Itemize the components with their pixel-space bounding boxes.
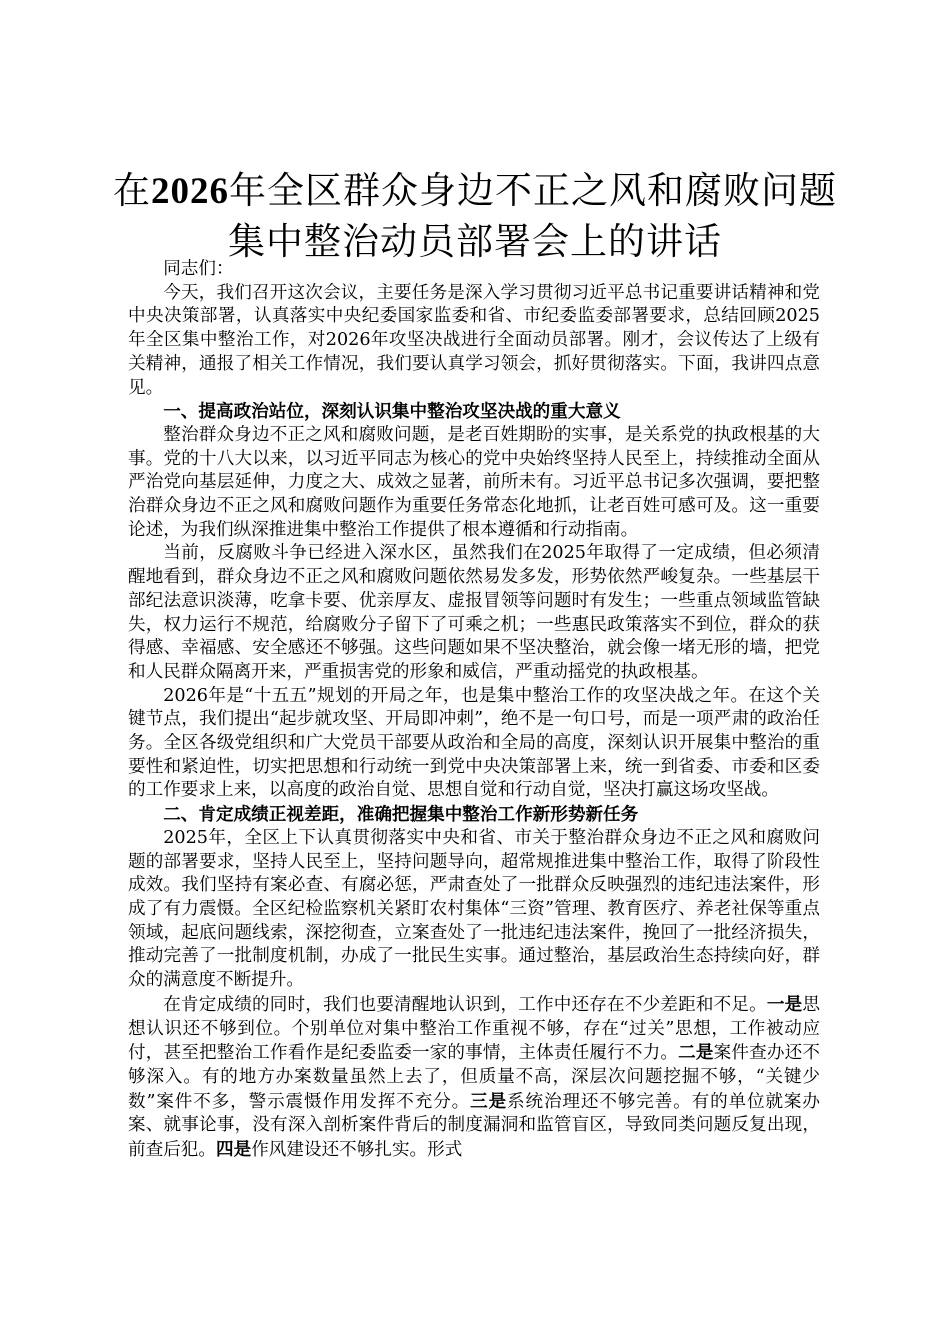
paragraph: 当前，反腐败斗争已经进入深水区，虽然我们在2025年取得了一定成绩，但必须清醒地看到，群众身边不正之风和腐败问题依然易发多发，形势依然严峻复杂。一些基层干部纪法意识淡薄，吃拿卡要、优亲厚友、虚报冒领等问题时有发生；一些重点领域监管缺失，权力运行不规范，给腐败分子留下了可乘之机；一些惠民政策落实不到位，群众的获得感、幸福感、安全感还不够强。这些问题如果不坚决整治，就会像一堵无形的墙，把党和人民群众隔离开来，严重损害党的形象和威信，严重动摇党的执政根基。: [128, 543, 820, 682]
point-text-4: 作风建设还不够扎实。形式: [251, 1140, 463, 1161]
point-marker-1: 一是: [766, 993, 803, 1015]
title-line-1: [110, 166, 840, 217]
paragraph: 整治群众身边不正之风和腐败问题，是老百姓期盼的实事，是关系党的执政根基的大事。党的十八大以来，以习近平同志为核心的党中央始终坚持人民至上，持续推动全面从严治党向基层延伸，力度之大、成效之显著，前所未有。习近平总书记多次强调，要把整治群众身边不正之风和腐败问题作为重要任务常态化地抓，让老百姓可感可及。这一重要论述，为我们纵深推进集中整治工作提供了根本遵循和行动指南。: [128, 424, 820, 540]
point-marker-3: 三是: [470, 1090, 508, 1112]
point-marker-4: 四是: [215, 1139, 252, 1161]
paragraph-intro-text: 在肯定成绩的同时，我们也要清醒地认识到，工作中还存在不少差距和不足。: [163, 994, 767, 1015]
section-heading-2: 二、肯定成绩正视差距，准确把握集中整治工作新形势新任务: [163, 804, 639, 826]
paragraph: 2026年是“十五五”规划的开局之年，也是集中整治工作的攻坚决战之年。在这个关键节点，我们提出“起步就攻坚、开局即冲刺”，绝不是一句口号，而是一项严肃的政治任务。全区各级党组织和广大党员干部要从政治和全局的高度，深刻认识开展集中整治的重要性和紧迫性，切实把思想和行动统一到党中央决策部署上来，统一到省委、市委和区委的工作要求上来，以高度的政治自觉、思想自觉和行动自觉，坚决打赢这场攻坚战。: [128, 685, 820, 801]
salutation: 同志们：: [163, 259, 234, 279]
paragraph-intro: 今天，我们召开这次会议，主要任务是深入学习贯彻习近平总书记重要讲话精神和党中央决策部署，认真落实中央纪委国家监委和省、市纪委监委部署要求，总结回顾2025年全区集中整治工作，对2026年攻坚决战进行全面动员部署。刚才，会议传达了上级有关精神，通报了相关工作情况，我们要认真学习领会，抓好贯彻落实。下面，我讲四点意见。: [128, 282, 820, 398]
point-text-1: 思想认识还不够到位。个别单位对集中整治工作重视不够，存在“过关”思想，工作被动应付，甚至把整治工作看作是纪委监委一家的事情，主体责任履行不力。: [128, 994, 820, 1064]
title-line-2: 集中整治动员部署会上的讲话: [228, 220, 722, 263]
document-body: [128, 258, 820, 1163]
point-text-2: 案件查办还不够深入。有的地方办案数量虽然上去了，但质量不高，深层次问题挖掘不够，“关键少数”案件不多，警示震慑作用发挥不充分。: [128, 1043, 820, 1112]
section-heading-1: 一、提高政治站位，深刻认识集中整治攻坚决战的重大意义: [163, 401, 621, 423]
title-prefix: 在: [113, 169, 151, 212]
paragraph: 2025年，全区上下认真贯彻落实中央和省、市关于整治群众身边不正之风和腐败问题的部署要求，坚持人民至上，坚持问题导向，超常规推进集中整治工作，取得了阶段性成效。我们坚持有案必查、有腐必惩，严肃查处了一批群众反映强烈的违纪违法案件，形成了有力震慑。全区纪检监察机关紧盯农村集体“三资”管理、教育医疗、养老社保等重点领域，起底问题线索，深挖彻查，立案查处了一批违纪违法案件，挽回了一批经济损失，推动完善了一批制度机制，办成了一批民生实事。通过整治，基层政治生态持续向好，群众的满意度不断提升。: [128, 827, 820, 991]
title-suffix: 年全区群众身边不正之风和腐败问题: [229, 169, 837, 212]
document-title: [110, 166, 840, 267]
paragraph-shortcomings: [128, 993, 820, 1163]
title-year: 2026: [151, 171, 229, 212]
point-text-3: 系统治理还不够完善。有的单位就案办案、就事论事，没有深入剖析案件背后的制度漏洞和监管盲区，导致同类问题反复出现，前查后犯。: [128, 1091, 820, 1161]
point-marker-2: 二是: [678, 1042, 714, 1064]
